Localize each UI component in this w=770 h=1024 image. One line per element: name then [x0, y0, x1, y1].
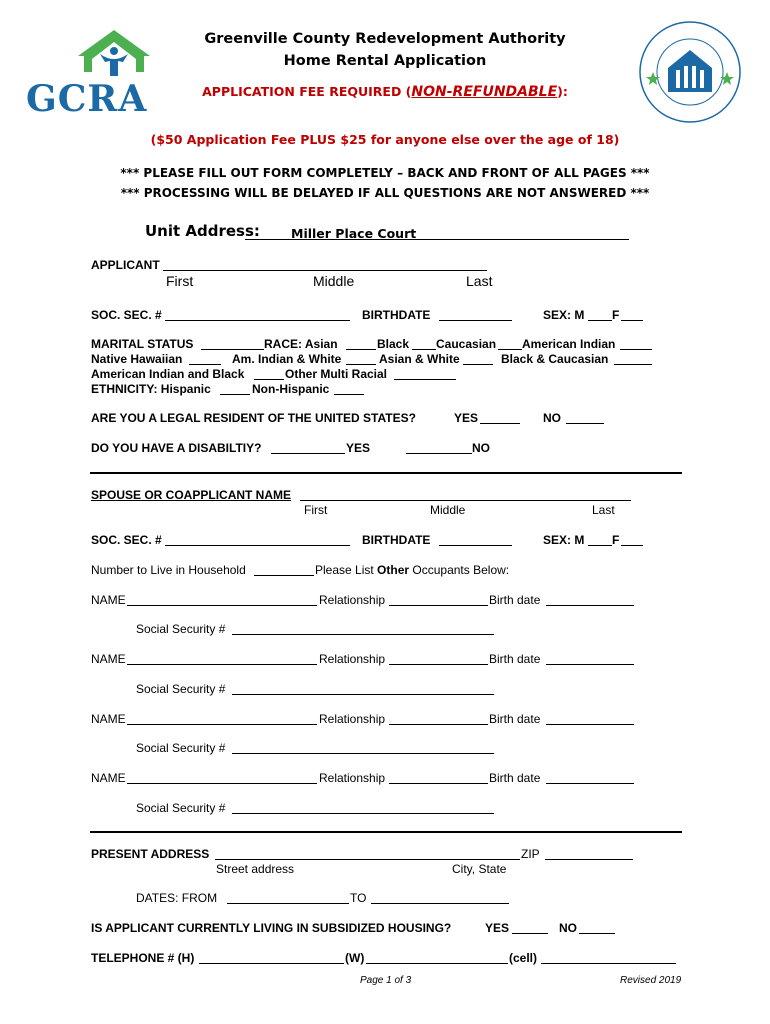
- spouse-ssn-field[interactable]: [165, 545, 350, 546]
- occupant-ssn-label: Social Security #: [136, 622, 226, 636]
- section-divider: [90, 472, 682, 474]
- occupant-ssn-field[interactable]: [232, 694, 494, 695]
- occupant-name-field[interactable]: [127, 783, 317, 784]
- legal-yes-field[interactable]: [480, 423, 520, 424]
- occupant-relationship-field[interactable]: [389, 664, 488, 665]
- spouse-sex-f-label: F: [612, 533, 620, 547]
- race-asian-label: RACE: Asian: [264, 337, 338, 351]
- dates-from-field[interactable]: [227, 903, 349, 904]
- applicant-sex-f-field[interactable]: [621, 320, 643, 321]
- telephone-home-field[interactable]: [199, 963, 344, 964]
- fee-detail: ($50 Application Fee PLUS $25 for anyone else over the age of 18): [150, 132, 620, 147]
- disability-question: DO YOU HAVE A DISABILTIY?: [91, 441, 262, 455]
- subsidized-yes-label: YES: [485, 921, 510, 935]
- occupant-relationship-label: Relationship: [319, 771, 386, 785]
- ethnicity-hispanic-label: ETHNICITY: Hispanic: [91, 382, 211, 396]
- race-am-ind-black-label: American Indian and Black: [91, 367, 245, 381]
- occupant-relationship-label: Relationship: [319, 593, 386, 607]
- fee-required-text: APPLICATION FEE REQUIRED (: [202, 84, 412, 99]
- dates-from-label: DATES: FROM: [136, 891, 218, 905]
- unit-address-value: Miller Place Court: [291, 226, 417, 241]
- race-am-indian-label: American Indian: [522, 337, 616, 351]
- applicant-ssn-field[interactable]: [165, 320, 350, 321]
- applicant-birthdate-field[interactable]: [439, 320, 512, 321]
- subsidized-question: IS APPLICANT CURRENTLY LIVING IN SUBSIDIZED HOUSING?: [91, 921, 452, 935]
- race-black-cauc-label: Black & Caucasian: [501, 352, 609, 366]
- occupant-name-field[interactable]: [127, 664, 317, 665]
- list-post: Occupants Below:: [409, 563, 510, 577]
- list-other: Other: [377, 563, 410, 577]
- occupant-relationship-field[interactable]: [389, 605, 488, 606]
- revised-date: Revised 2019: [620, 975, 682, 986]
- applicant-middle: Middle: [313, 273, 355, 289]
- marital-status-label: MARITAL STATUS: [91, 337, 194, 351]
- applicant-sex-m-field[interactable]: [588, 320, 612, 321]
- non-refundable-text: NON-REFUNDABLE: [411, 84, 558, 100]
- occupant-ssn-field[interactable]: [232, 634, 494, 635]
- ethnicity-non-hispanic-field[interactable]: [334, 394, 364, 395]
- applicant-sex-f-label: F: [612, 308, 620, 322]
- spouse-sex-f-field[interactable]: [621, 545, 643, 546]
- zip-label: ZIP: [521, 847, 540, 861]
- section-divider: [90, 831, 682, 833]
- zip-field[interactable]: [545, 859, 633, 860]
- occupant-relationship-field[interactable]: [389, 724, 488, 725]
- city-state-caption: City, State: [452, 862, 507, 876]
- occupant-birth-label: Birth date: [489, 652, 541, 666]
- dates-to-field[interactable]: [371, 903, 509, 904]
- subsidized-yes-field[interactable]: [512, 933, 548, 934]
- legal-no-label: NO: [543, 411, 561, 425]
- page-number: Page 1 of 3: [360, 975, 412, 986]
- occupant-ssn-label: Social Security #: [136, 682, 226, 696]
- occupant-name-field[interactable]: [127, 605, 317, 606]
- disability-no-label: NO: [472, 441, 490, 455]
- unit-address-label: Unit Address:: [145, 222, 260, 240]
- race-other-multi-label: Other Multi Racial: [285, 367, 388, 381]
- list-pre: Please List: [315, 563, 378, 577]
- spouse-name-line[interactable]: [300, 500, 631, 501]
- legal-resident-question: ARE YOU A LEGAL RESIDENT OF THE UNITED STATES?: [91, 411, 416, 425]
- telephone-work-label: (W): [345, 951, 365, 965]
- occupant-ssn-label: Social Security #: [136, 741, 226, 755]
- spouse-ssn-label: SOC. SEC. #: [91, 533, 162, 547]
- race-native-hawaiian-field[interactable]: [189, 364, 221, 365]
- spouse-last: Last: [592, 503, 615, 517]
- dates-to-label: TO: [350, 891, 367, 905]
- race-am-indian-field[interactable]: [620, 349, 652, 350]
- occupant-name-label: NAME: [91, 712, 126, 726]
- race-black-field[interactable]: [412, 349, 436, 350]
- occupant-birth-field[interactable]: [546, 664, 634, 665]
- race-caucasian-field[interactable]: [498, 349, 522, 350]
- telephone-work-field[interactable]: [366, 963, 508, 964]
- occupant-name-field[interactable]: [127, 724, 317, 725]
- race-asian-white-label: Asian & White: [379, 352, 460, 366]
- race-asian-white-field[interactable]: [463, 364, 493, 365]
- occupant-relationship-label: Relationship: [319, 652, 386, 666]
- telephone-cell-field[interactable]: [541, 963, 676, 964]
- race-black-label: Black: [377, 337, 410, 351]
- gcra-logo-text: GCRA: [26, 78, 148, 120]
- race-am-ind-white-field[interactable]: [346, 364, 376, 365]
- disability-yes-field[interactable]: [271, 453, 345, 454]
- legal-yes-label: YES: [454, 411, 479, 425]
- household-field[interactable]: [254, 575, 314, 576]
- present-address-field[interactable]: [215, 859, 520, 860]
- spouse-birthdate-label: BIRTHDATE: [362, 533, 431, 547]
- subsidized-no-label: NO: [559, 921, 577, 935]
- occupant-relationship-field[interactable]: [389, 783, 488, 784]
- occupant-birth-field[interactable]: [546, 605, 634, 606]
- fee-required-end: ):: [557, 84, 568, 99]
- present-address-label: PRESENT ADDRESS: [91, 847, 210, 861]
- street-address-caption: Street address: [216, 862, 295, 876]
- applicant-sex-m-label: SEX: M: [543, 308, 585, 322]
- spouse-sex-m-field[interactable]: [588, 545, 612, 546]
- occupant-birth-label: Birth date: [489, 593, 541, 607]
- household-label: Number to Live in Household: [91, 563, 246, 577]
- race-other-multi-field[interactable]: [394, 379, 456, 380]
- ethnicity-non-hispanic-label: Non-Hispanic: [252, 382, 330, 396]
- spouse-sex-m-label: SEX: M: [543, 533, 585, 547]
- applicant-ssn-label: SOC. SEC. #: [91, 308, 162, 322]
- applicant-birthdate-label: BIRTHDATE: [362, 308, 431, 322]
- occupant-birth-field[interactable]: [546, 724, 634, 725]
- occupant-ssn-label: Social Security #: [136, 801, 226, 815]
- spouse-middle: Middle: [430, 503, 466, 517]
- form-title: Home Rental Application: [283, 53, 487, 69]
- occupant-ssn-field[interactable]: [232, 813, 494, 814]
- disability-yes-label: YES: [346, 441, 371, 455]
- notice-delay: *** PROCESSING WILL BE DELAYED IF ALL QUESTIONS ARE NOT ANSWERED ***: [120, 186, 650, 200]
- spouse-birthdate-field[interactable]: [439, 545, 512, 546]
- gcra-logo: [26, 24, 176, 124]
- race-am-ind-black-field[interactable]: [254, 379, 284, 380]
- race-native-hawaiian-label: Native Hawaiian: [91, 352, 183, 366]
- spouse-first: First: [304, 503, 328, 517]
- disability-no-field[interactable]: [406, 453, 472, 454]
- occupant-name-label: NAME: [91, 771, 126, 785]
- race-black-cauc-field[interactable]: [614, 364, 652, 365]
- notice-complete: *** PLEASE FILL OUT FORM COMPLETELY – BACK AND FRONT OF ALL PAGES ***: [120, 166, 650, 180]
- occupant-birth-field[interactable]: [546, 783, 634, 784]
- telephone-cell-label: (cell): [509, 951, 538, 965]
- applicant-label: APPLICANT: [91, 258, 160, 272]
- occupant-relationship-label: Relationship: [319, 712, 386, 726]
- telephone-home-label: TELEPHONE # (H): [91, 951, 195, 965]
- applicant-first: First: [166, 273, 194, 289]
- race-caucasian-label: Caucasian: [436, 337, 497, 351]
- race-am-ind-white-label: Am. Indian & White: [232, 352, 342, 366]
- subsidized-no-field[interactable]: [579, 933, 615, 934]
- spouse-label: SPOUSE OR COAPPLICANT NAME: [91, 488, 292, 502]
- org-name: Greenville County Redevelopment Authority: [204, 31, 566, 47]
- marital-status-field[interactable]: [201, 349, 264, 350]
- list-occupants-label: [315, 563, 509, 577]
- hud-seal: [638, 20, 742, 124]
- ethnicity-hispanic-field[interactable]: [220, 394, 250, 395]
- occupant-ssn-field[interactable]: [232, 753, 494, 754]
- fee-notice: [190, 84, 580, 100]
- applicant-name-line[interactable]: [163, 270, 487, 271]
- legal-no-field[interactable]: [566, 423, 604, 424]
- race-asian-field[interactable]: [346, 349, 376, 350]
- occupant-birth-label: Birth date: [489, 771, 541, 785]
- occupant-name-label: NAME: [91, 652, 126, 666]
- applicant-last: Last: [466, 273, 493, 289]
- occupant-name-label: NAME: [91, 593, 126, 607]
- occupant-birth-label: Birth date: [489, 712, 541, 726]
